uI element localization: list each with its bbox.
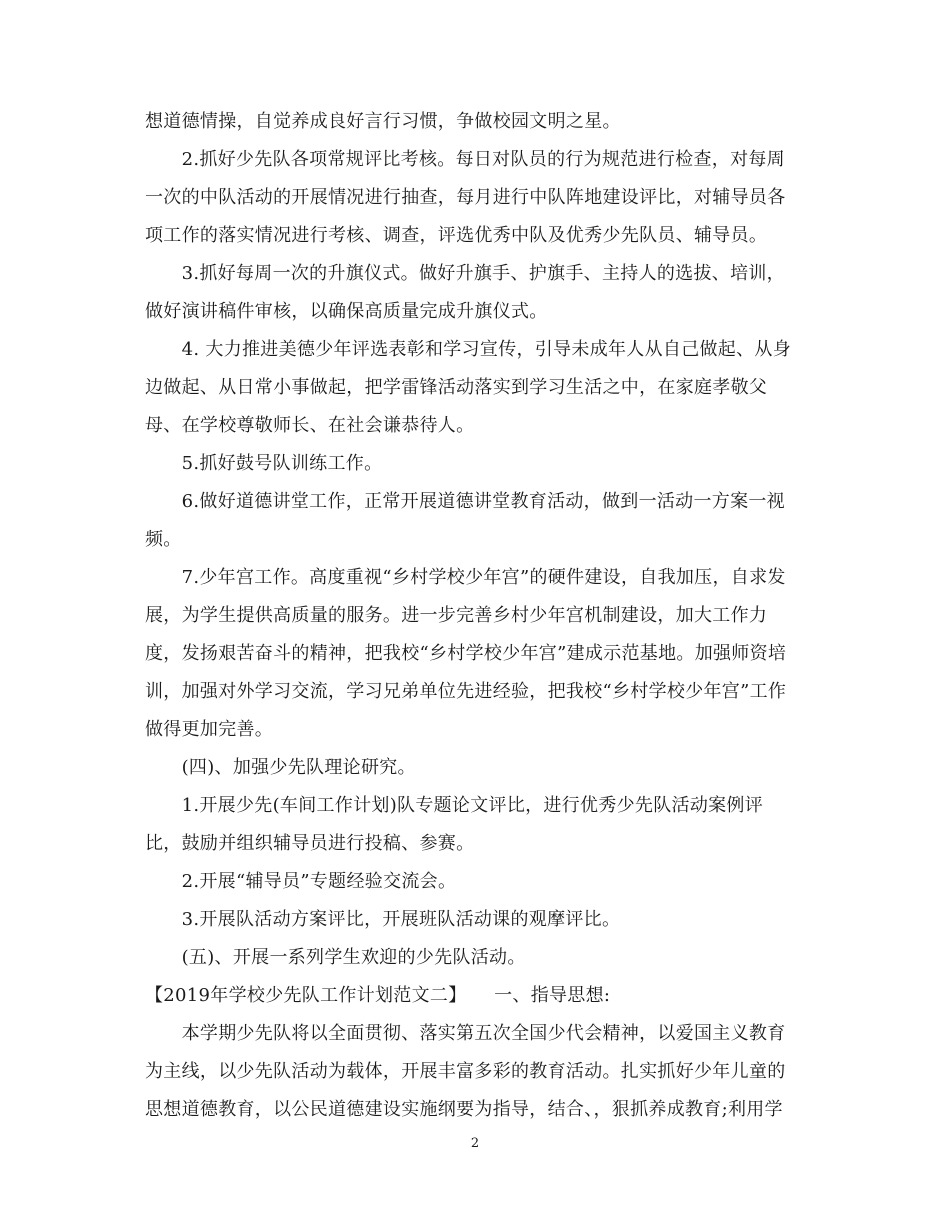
- text-line: 2.开展“辅导员”专题经验交流会。: [145, 871, 457, 892]
- text-line: 3.抓好每周一次的升旗仪式。做好升旗手、护旗手、主持人的选拔、培训，: [145, 263, 785, 284]
- section-heading-line: 【2019年学校少先队工作计划范文二】 一、指导思想:: [145, 985, 611, 1006]
- text-line: 做得更加完善。: [145, 719, 274, 740]
- text-line: 训，加强对外学习交流，学习兄弟单位先进经验，把我校“乡村学校少年宫”工作: [145, 681, 787, 702]
- text-line: 7.少年宫工作。高度重视“乡村学校少年宫”的硬件建设，自我加压，自求发: [145, 567, 786, 588]
- text-line: 3.开展队活动方案评比，开展班队活动课的观摩评比。: [145, 909, 621, 930]
- text-line: (五)、开展一系列学生欢迎的少先队活动。: [145, 947, 526, 968]
- text-line: 6.做好道德讲堂工作，正常开展道德讲堂教育活动，做到一活动一方案一视: [145, 491, 785, 512]
- text-line: 想道德情操，自觉养成良好言行习惯，争做校园文明之星。: [145, 111, 621, 132]
- text-line: (四)、加强少先队理论研究。: [145, 757, 416, 778]
- text-line: 本学期少先队将以全面贯彻、落实第五次全国少代会精神，以爱国主义教育: [145, 1023, 786, 1044]
- text-line: 一次的中队活动的开展情况进行抽查，每月进行中队阵地建设评比，对辅导员各: [145, 187, 786, 208]
- text-line: 2.抓好少先队各项常规评比考核。每日对队员的行为规范进行检查，对每周: [145, 149, 785, 170]
- text-line: 母、在学校尊敬师长、在社会谦恭待人。: [145, 415, 475, 436]
- text-line: 1.开展少先(车间工作计划)队专题论文评比，进行优秀少先队活动案例评: [145, 795, 764, 816]
- text-line: 4. 大力推进美德少年评选表彰和学习宣传，引导未成年人从自己做起、从身: [145, 339, 791, 360]
- text-line: 展，为学生提供高质量的服务。进一步完善乡村少年宫机制建设，加大工作力: [145, 605, 768, 626]
- text-line: 5.抓好鼓号队训练工作。: [145, 453, 383, 474]
- text-line: 为主线，以少先队活动为载体，开展丰富多彩的教育活动。扎实抓好少年儿童的: [145, 1061, 786, 1082]
- text-line: 度，发扬艰苦奋斗的精神，把我校“乡村学校少年宫”建成示范基地。加强师资培: [145, 643, 787, 664]
- text-line: 边做起、从日常小事做起，把学雷锋活动落实到学习生活之中，在家庭孝敬父: [145, 377, 768, 398]
- text-line: 比，鼓励并组织辅导员进行投稿、参赛。: [145, 833, 475, 854]
- text-line: 思想道德教育，以公民道德建设实施纲要为指导，结合、，狠抓养成教育;利用学: [145, 1099, 783, 1120]
- text-line: 做好演讲稿件审核，以确保高质量完成升旗仪式。: [145, 301, 548, 322]
- page-number: 2: [470, 1136, 480, 1151]
- text-line: 项工作的落实情况进行考核、调查，评选优秀中队及优秀少先队员、辅导员。: [145, 225, 768, 246]
- text-line: 频。: [145, 529, 182, 550]
